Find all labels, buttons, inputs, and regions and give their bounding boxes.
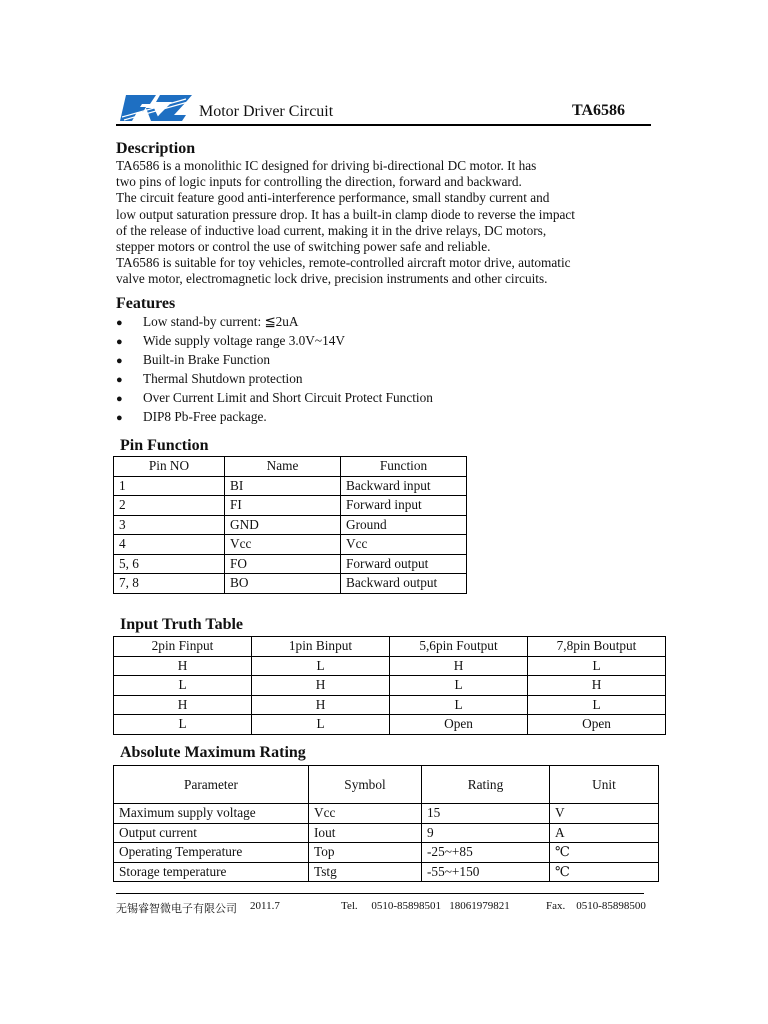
absolute-max-heading: Absolute Maximum Rating	[120, 744, 306, 761]
table-cell: H	[390, 656, 528, 676]
table-cell: BO	[225, 574, 341, 594]
table-cell: Vcc	[309, 804, 422, 824]
table-cell: 5, 6	[114, 554, 225, 574]
feature-item	[116, 388, 433, 407]
footer-fax: Fax. 0510-85898500	[546, 900, 646, 912]
table-cell: Vcc	[225, 535, 341, 555]
table-row	[114, 476, 467, 496]
feature-item	[116, 350, 433, 369]
description-line: TA6586 is a monolithic IC designed for driving bi-directional DC motor. It has	[116, 158, 537, 173]
table-header-row	[114, 457, 467, 477]
table-row	[114, 496, 467, 516]
table-cell: Operating Temperature	[114, 843, 309, 863]
table-cell: GND	[225, 515, 341, 535]
table-cell: H	[252, 676, 390, 696]
table-cell: -25~+85	[422, 843, 550, 863]
truth-table-heading: Input Truth Table	[120, 616, 244, 633]
bullet-icon: ●	[116, 317, 123, 329]
column-header: Rating	[422, 766, 550, 804]
column-header: 5,6pin Foutput	[390, 637, 528, 657]
table-cell: A	[550, 823, 659, 843]
feature-text: Thermal Shutdown protection	[143, 371, 303, 386]
feature-item	[116, 369, 433, 388]
table-row	[114, 804, 659, 824]
column-header: Pin NO	[114, 457, 225, 477]
description-line: stepper motors or control the use of switching power safe and reliable.	[116, 239, 491, 255]
table-cell: 9	[422, 823, 550, 843]
table-cell: Iout	[309, 823, 422, 843]
feature-text: Low stand-by current: ≦2uA	[143, 314, 299, 329]
description-line: low output saturation pressure drop. It has a built-in clamp diode to reverse the impact	[116, 206, 575, 222]
table-row	[114, 823, 659, 843]
input-truth-table	[113, 636, 666, 735]
table-cell: Open	[528, 715, 666, 735]
column-header: Name	[225, 457, 341, 477]
table-row	[114, 515, 467, 535]
table-row	[114, 656, 666, 676]
table-cell: BI	[225, 476, 341, 496]
bullet-icon: ●	[116, 412, 123, 424]
table-cell: Forward input	[341, 496, 467, 516]
pin-function-table	[113, 456, 467, 594]
description-body	[116, 158, 676, 288]
table-cell: FI	[225, 496, 341, 516]
table-row	[114, 715, 666, 735]
table-row	[114, 676, 666, 696]
table-row	[114, 695, 666, 715]
table-row	[114, 574, 467, 594]
rz-logo-icon	[116, 93, 194, 123]
table-cell: L	[114, 715, 252, 735]
column-header: Function	[341, 457, 467, 477]
table-header-row	[114, 766, 659, 804]
table-cell: L	[528, 695, 666, 715]
footer-date: 2011.7	[250, 900, 280, 912]
table-row	[114, 535, 467, 555]
feature-text: Built-in Brake Function	[143, 352, 271, 367]
description-line: two pins of logic inputs for controlling the direction, forward and backward.	[116, 174, 522, 190]
description-line: of the release of inductive load current, making it in the drive relays, DC motors,	[116, 222, 547, 238]
header-divider	[116, 124, 651, 126]
table-cell: ℃	[550, 843, 659, 863]
bullet-icon: ●	[116, 393, 123, 405]
feature-item	[116, 331, 433, 350]
table-cell: Ground	[341, 515, 467, 535]
bullet-icon: ●	[116, 336, 123, 348]
column-header: Unit	[550, 766, 659, 804]
table-row	[114, 554, 467, 574]
features-list	[116, 312, 433, 426]
table-cell: L	[390, 676, 528, 696]
description-line: TA6586 is suitable for toy vehicles, remote-controlled aircraft motor drive, automatic	[116, 255, 571, 271]
table-cell: Open	[390, 715, 528, 735]
table-cell: Storage temperature	[114, 862, 309, 882]
column-header: Symbol	[309, 766, 422, 804]
document-title: Motor Driver Circuit	[199, 103, 334, 120]
table-row	[114, 843, 659, 863]
table-cell: L	[252, 656, 390, 676]
table-cell: Top	[309, 843, 422, 863]
table-cell: H	[114, 695, 252, 715]
table-cell: 15	[422, 804, 550, 824]
table-cell: 2	[114, 496, 225, 516]
feature-text: DIP8 Pb-Free package.	[143, 409, 267, 424]
table-cell: Output current	[114, 823, 309, 843]
feature-text: Wide supply voltage range 3.0V~14V	[143, 333, 346, 348]
table-cell: ℃	[550, 862, 659, 882]
table-cell: Backward output	[341, 574, 467, 594]
feature-item	[116, 312, 433, 331]
table-header-row	[114, 637, 666, 657]
feature-item	[116, 407, 433, 426]
company-logo	[116, 93, 194, 123]
table-cell: L	[252, 715, 390, 735]
table-cell: -55~+150	[422, 862, 550, 882]
features-heading: Features	[116, 295, 176, 312]
table-cell: 3	[114, 515, 225, 535]
part-number: TA6586	[572, 102, 626, 119]
table-cell: Tstg	[309, 862, 422, 882]
bullet-icon: ●	[116, 374, 123, 386]
column-header: 7,8pin Boutput	[528, 637, 666, 657]
column-header: Parameter	[114, 766, 309, 804]
table-row	[114, 862, 659, 882]
table-cell: Maximum supply voltage	[114, 804, 309, 824]
footer-divider	[116, 893, 644, 894]
table-cell: Vcc	[341, 535, 467, 555]
table-cell: 4	[114, 535, 225, 555]
column-header: 2pin Finput	[114, 637, 252, 657]
table-cell: L	[114, 676, 252, 696]
table-cell: Forward output	[341, 554, 467, 574]
table-cell: 7, 8	[114, 574, 225, 594]
table-cell: L	[390, 695, 528, 715]
table-cell: FO	[225, 554, 341, 574]
footer-tel: Tel. 0510-85898501 18061979821	[341, 900, 510, 912]
pin-function-heading: Pin Function	[120, 437, 209, 454]
description-line: The circuit feature good anti-interference performance, small standby current and	[116, 190, 550, 206]
table-cell: V	[550, 804, 659, 824]
table-cell: H	[114, 656, 252, 676]
column-header: 1pin Binput	[252, 637, 390, 657]
table-cell: Backward input	[341, 476, 467, 496]
table-cell: 1	[114, 476, 225, 496]
feature-text: Over Current Limit and Short Circuit Protect Function	[143, 390, 433, 405]
bullet-icon: ●	[116, 355, 123, 367]
table-cell: L	[528, 656, 666, 676]
table-cell: H	[252, 695, 390, 715]
table-cell: H	[528, 676, 666, 696]
footer-company: 无锡睿智微电子有限公司	[116, 902, 237, 915]
description-heading: Description	[116, 140, 196, 157]
description-line: valve motor, electromagnetic lock drive, precision instruments and other circuits.	[116, 271, 548, 287]
absolute-max-table	[113, 765, 659, 882]
